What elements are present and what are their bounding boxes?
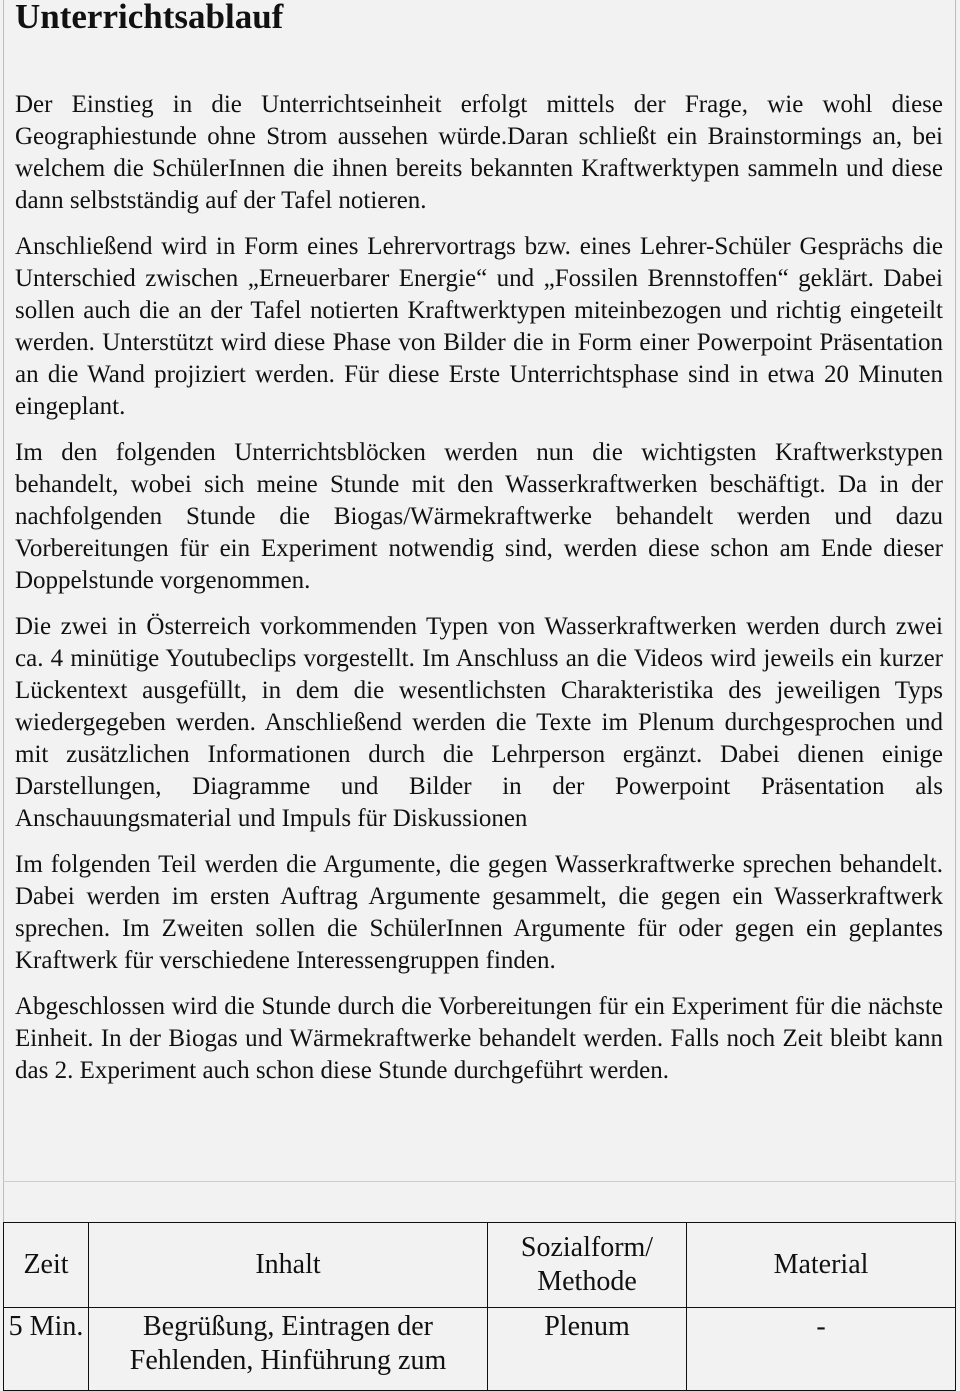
body-text — [15, 89, 943, 1101]
header-inhalt: Inhalt — [89, 1223, 488, 1308]
cell-material: - — [687, 1308, 956, 1391]
table-header-row — [4, 1223, 956, 1308]
lesson-table — [3, 1222, 956, 1391]
cell-sozialform: Plenum — [488, 1308, 687, 1391]
paragraph-arguments: Im folgenden Teil werden die Argumente, die gegen Wasserkraftwerke sprechen behandelt. Dabei werden im ersten Auftrag Argumente gesammelt, die gegen ein Wasserkraftwerk sprechen. Im Zweiten sollen die SchülerInnen Argumente für oder gegen ein geplantes Kraftwerk für verschiedene Interessengruppen finden. — [15, 851, 943, 974]
paragraph-closing: Abgeschlossen wird die Stunde durch die Vorbereitungen für ein Experiment für die nächste Einheit. In der Biogas und Wärmekraftwerke behandelt werden. Falls noch Zeit bleibt kann das 2. Experiment auch schon diese Stunde durchgeführt werden. — [15, 993, 943, 1084]
paragraph-lecture: Anschließend wird in Form eines Lehrervortrags bzw. eines Lehrer-Schüler Gesprächs die Unterschied zwischen „Erneuerbarer Energie“ und „Fossilen Brennstoffen“ geklärt. Dabei sollen auch die an der Tafel notierten Kraftwerktypen miteinbezogen und richtig eingeteilt werden. Unterstützt wird diese Phase von Bilder die in Form einer Powerpoint Präsentation an die Wand projiziert werden. Für diese Erste Unterrichtsphase sind in etwa 20 Minuten eingeplant. — [15, 233, 943, 420]
header-zeit: Zeit — [4, 1223, 89, 1308]
cell-zeit: 5 Min. — [4, 1308, 89, 1391]
paragraph-intro: Der Einstieg in die Unterrichtseinheit erfolgt mittels der Frage, wie wohl diese Geographiestunde ohne Strom aussehen würde.Daran schließt ein Brainstormings an, bei welchem die SchülerInnen die ihnen bereits bekannten Kraftwerktypen sammeln und diese dann selbstständig auf der Tafel notieren. — [15, 91, 943, 214]
header-sozialform: Sozialform/ Methode — [488, 1223, 687, 1308]
table-row — [4, 1308, 956, 1391]
page-divider — [3, 1181, 956, 1182]
header-material: Material — [687, 1223, 956, 1308]
paragraph-blocks: Im den folgenden Unterrichtsblöcken werden nun die wichtigsten Kraftwerkstypen behandelt, wobei sich meine Stunde mit den Wasserkraftwerken beschäftigt. Da in der nachfolgenden Stunde die Biogas/Wärmekraftwerke behandelt werden und dazu Vorbereitungen für ein Experiment notwendig sind, werden diese schon am Ende dieser Doppelstunde vorgenommen. — [15, 439, 943, 594]
cell-inhalt: Begrüßung, Eintragen der Fehlenden, Hinführung zum — [89, 1308, 488, 1391]
page-title: Unterrichtsablauf — [15, 0, 284, 36]
paragraph-videos: Die zwei in Österreich vorkommenden Typen von Wasserkraftwerken werden durch zwei ca. 4 minütige Youtubeclips vorgestellt. Im Anschluss an die Videos wird jeweils ein kurzer Lückentext ausgefüllt, in dem die wesentlichsten Charakteristika des jeweiligen Typs wiedergegeben werden. Anschließend werden die Texte im Plenum durchgesprochen und mit zusätzlichen Informationen durch die Lehrperson ergänzt. Dabei dienen einige Darstellungen, Diagramme und Bilder in der Powerpoint Präsentation als Anschauungsmaterial und Impuls für Diskussionen — [15, 613, 943, 832]
